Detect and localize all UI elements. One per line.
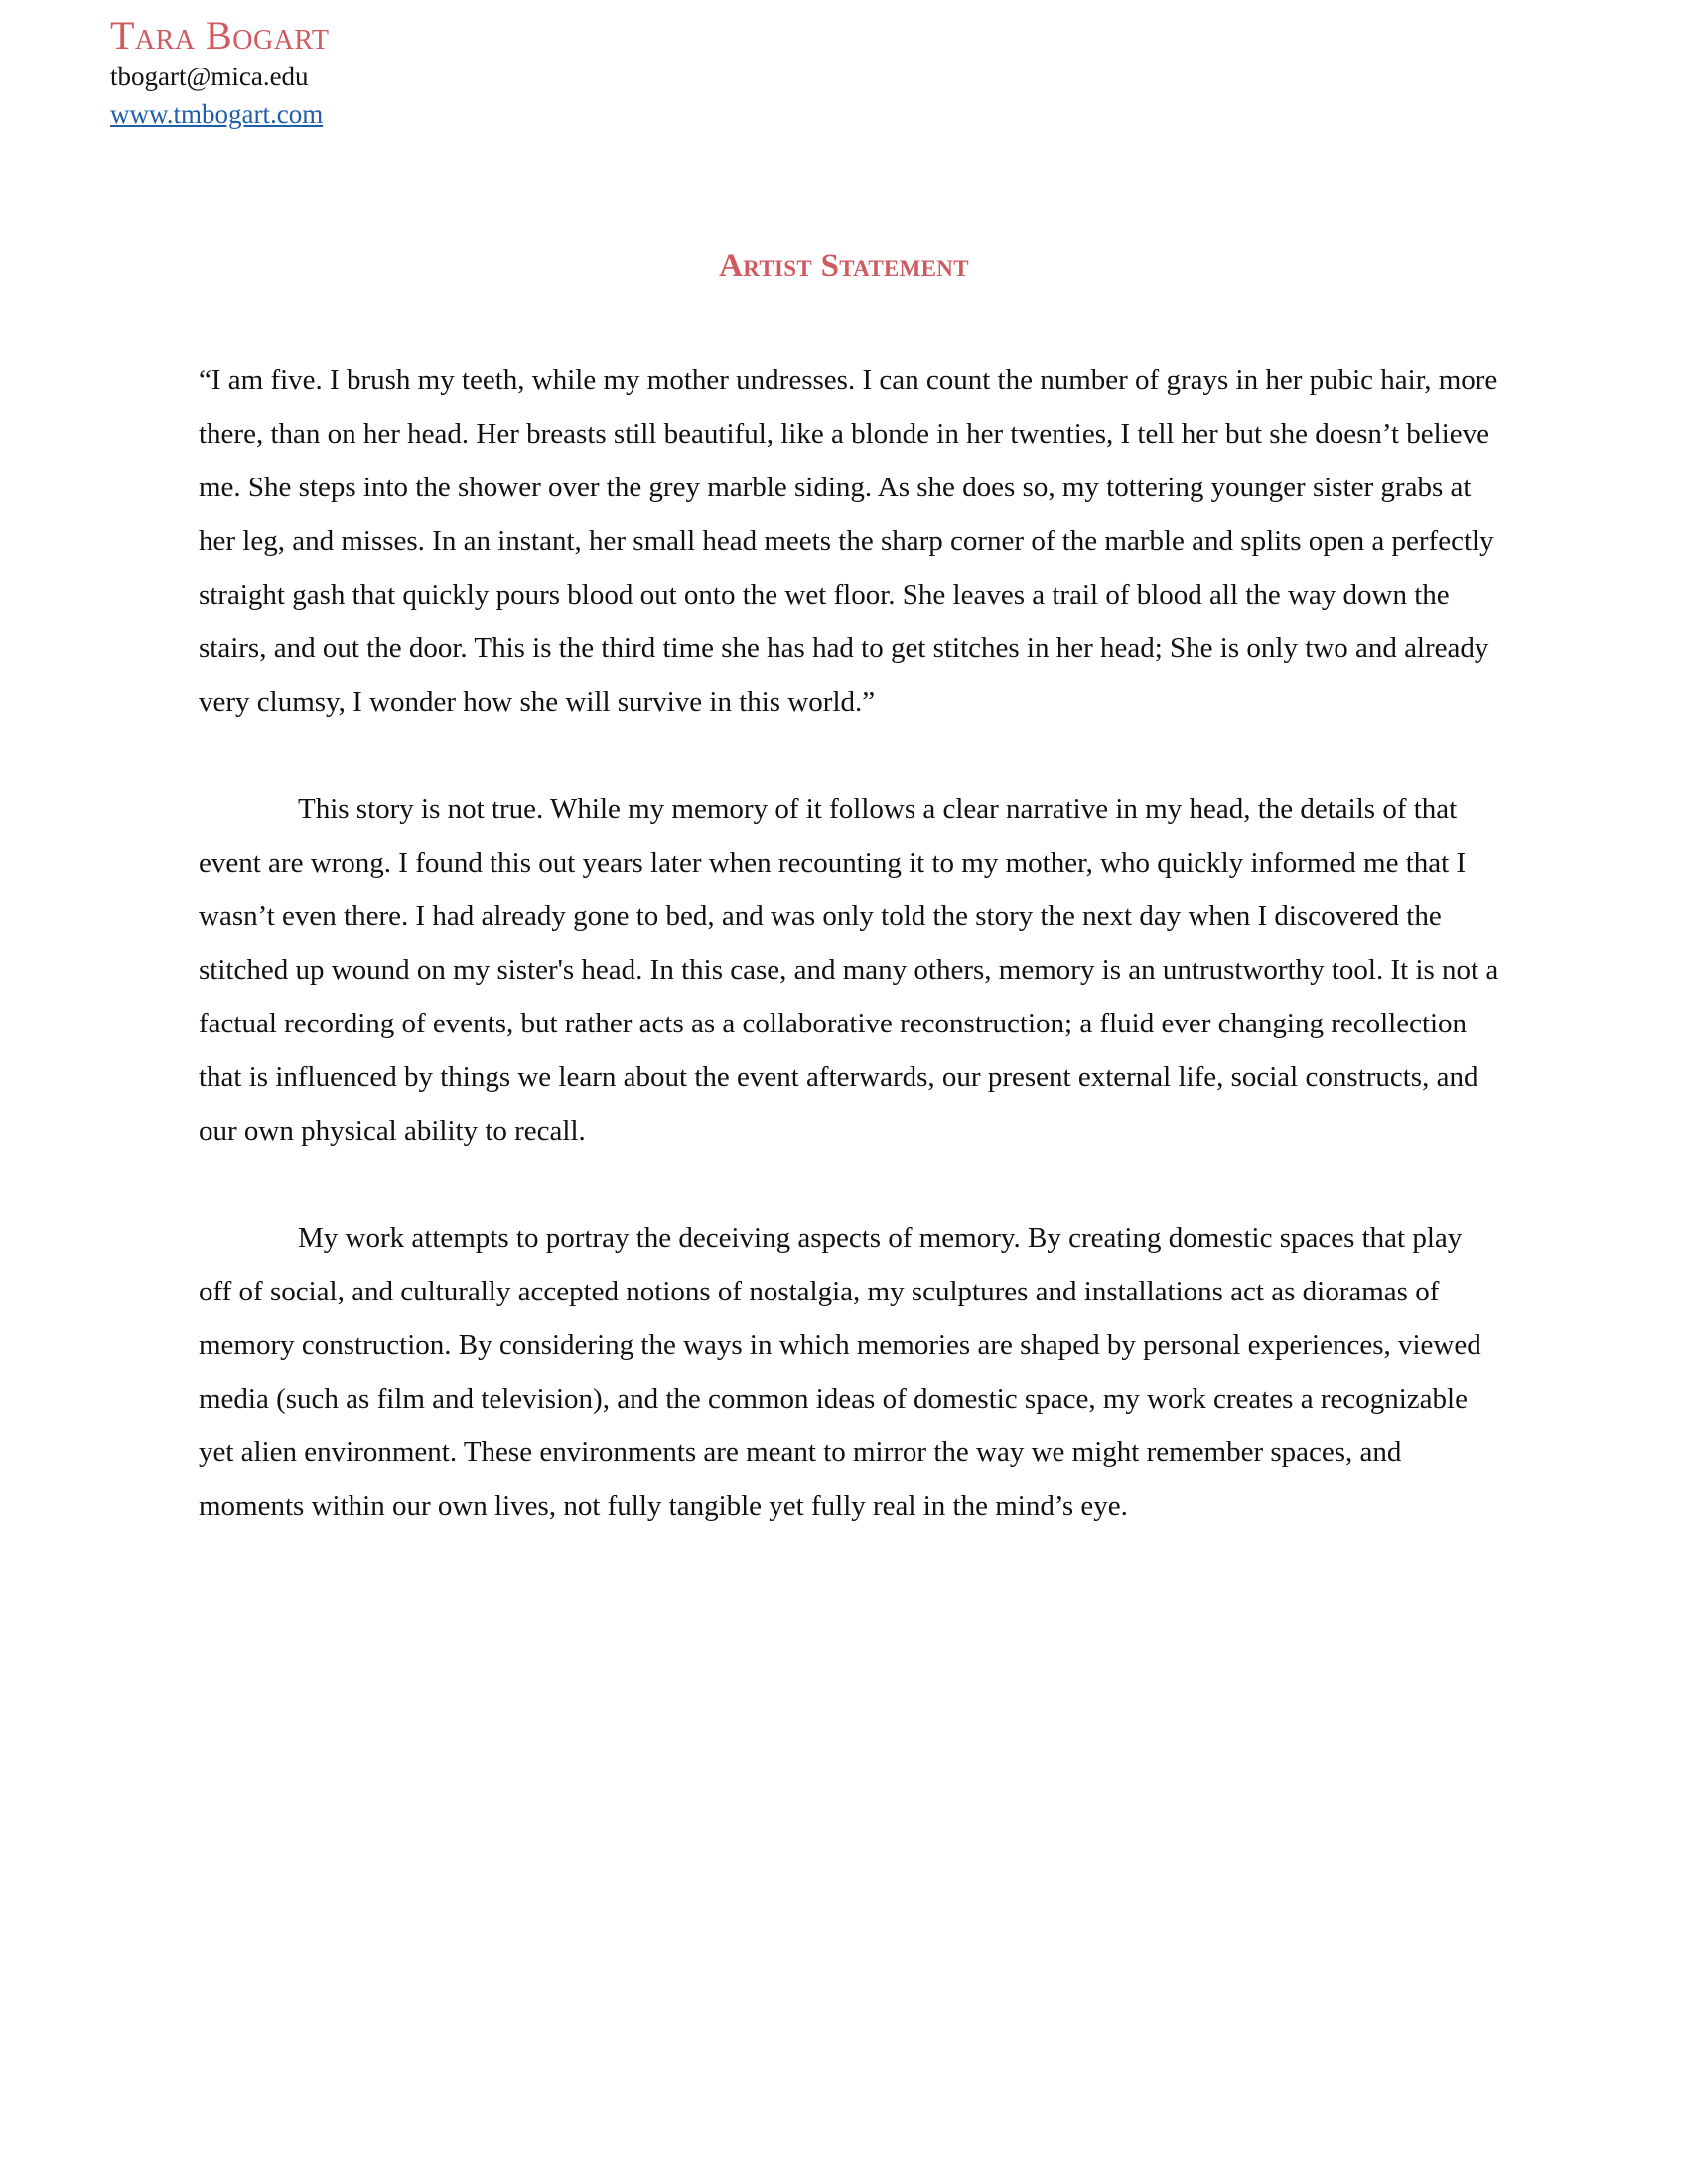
- website-link[interactable]: www.tmbogart.com: [110, 99, 324, 129]
- letterhead: [110, 14, 330, 133]
- paragraph-work-description: My work attempts to portray the deceiving aspects of memory. By creating domestic spaces that play off of social, and culturally accepted notions of nostalgia, my sculptures and installations act as dioramas of memory construction. By considering the ways in which memories are shaped by personal experiences, viewed media (such as film and television), and the common ideas of domestic space, my work creates a recognizable yet alien environment. These environments are meant to mirror the way we might remember spaces, and moments within our own lives, not fully tangible yet fully real in the mind’s eye.: [199, 1222, 1481, 1522]
- statement-body: [199, 353, 1499, 1586]
- author-name: Tara Bogart: [110, 13, 330, 58]
- paragraph-memory-reflection: This story is not true. While my memory of it follows a clear narrative in my head, the details of that event are wrong. I found this out years later when recounting it to my mother, who quickly informed me that I wasn’t even there. I had already gone to bed, and was only told the story the next day when I discovered the stitched up wound on my sister's head. In this case, and many others, memory is an untrustworthy tool. It is not a factual recording of events, but rather acts as a collaborative reconstruction; a fluid ever changing recollection that is influenced by things we learn about the event afterwards, our present external life, social constructs, and our own physical ability to recall.: [199, 793, 1499, 1147]
- document-title: Artist Statement: [719, 248, 969, 284]
- author-email: tbogart@mica.edu: [110, 62, 309, 91]
- paragraph-memory-quote: “I am five. I brush my teeth, while my mother undresses. I can count the number of grays in her pubic hair, more there, than on her head. Her breasts still beautiful, like a blonde in her twenties, I tell her but she doesn’t believe me. She steps into the shower over the grey marble siding. As she does so, my tottering younger sister grabs at her leg, and misses. In an instant, her small head meets the sharp corner of the marble and splits open a perfectly straight gash that quickly pours blood out onto the wet floor. She leaves a trail of blood all the way down the stairs, and out the door. This is the third time she has had to get stitches in her head; She is only two and already very clumsy, I wonder how she will survive in this world.”: [199, 364, 1498, 718]
